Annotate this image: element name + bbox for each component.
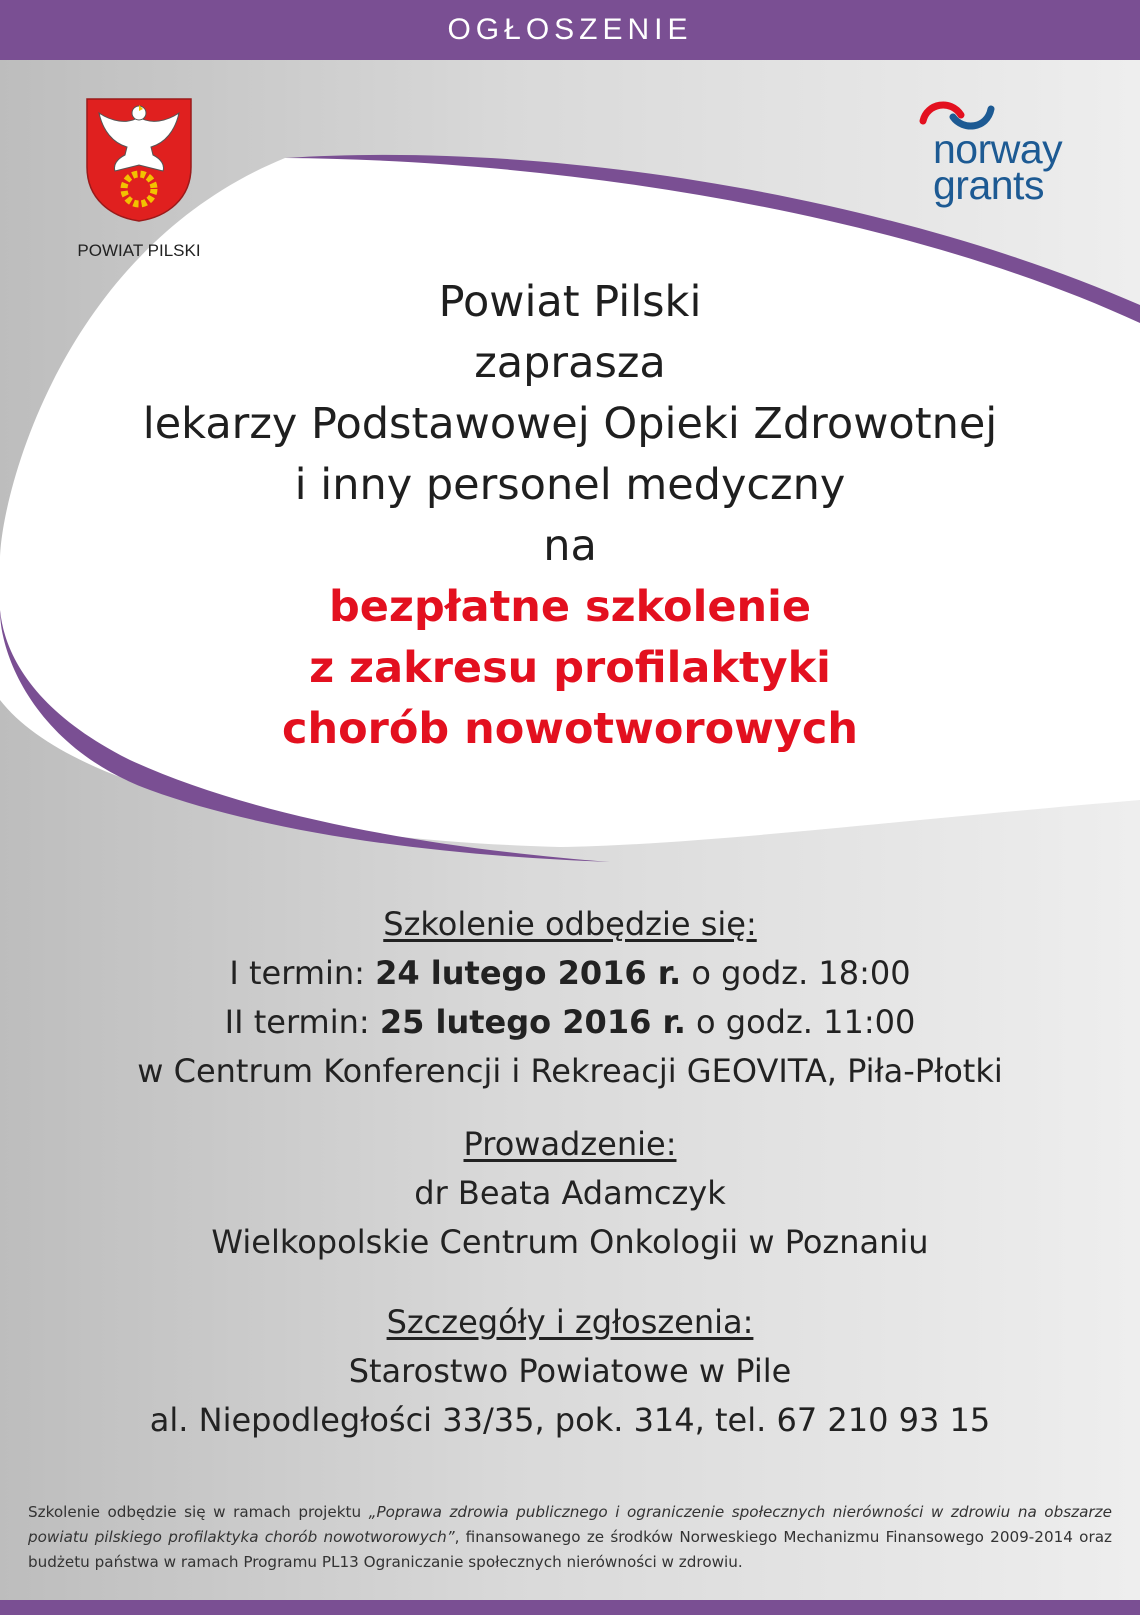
grants-word: grants <box>933 162 1044 208</box>
highlight-line: bezpłatne szkolenie <box>328 582 812 632</box>
headline-line: zaprasza <box>474 338 666 388</box>
schedule-section <box>40 900 1100 1096</box>
term-2-date: 25 lutego 2016 r. <box>379 1003 686 1041</box>
term-2-prefix: II termin: <box>224 1003 380 1041</box>
funding-footnote <box>28 1500 1112 1575</box>
project-title: „Poprawa zdrowia publicznego i ograniczenie społecznych nierówności w zdrowiu na obszarze powiatu pilskiego profilaktyka chorób nowotworowych” <box>28 1503 1112 1546</box>
lecturer-institution: Wielkopolskie Centrum Onkologii w Poznaniu <box>211 1223 929 1261</box>
term-1-date: 24 lutego 2016 r. <box>375 954 682 992</box>
lead-heading: Prowadzenie: <box>463 1125 677 1163</box>
headline-line: i inny personel medyczny <box>294 460 846 510</box>
office-name: Starostwo Powiatowe w Pile <box>348 1352 792 1390</box>
footnote-funding: , finansowanego ze środków Norweskiego Mechanizmu Finansowego 2009-2014 oraz budżetu państwa w ramach Programu PL13 Ograniczanie społecznych nierówności w zdrowiu. <box>28 1528 1112 1571</box>
term-1-time: o godz. 18:00 <box>681 954 911 992</box>
contact-section <box>40 1298 1100 1445</box>
term-2-time: o godz. 11:00 <box>685 1003 916 1041</box>
term-1 <box>40 949 1100 998</box>
footer-bar <box>0 1600 1140 1615</box>
header-bar <box>0 0 1140 60</box>
powiat-logo <box>68 95 210 261</box>
invitation-headline <box>60 272 1080 760</box>
announcement-title: OGŁOSZENIE <box>447 13 693 46</box>
term-2 <box>40 998 1100 1047</box>
headline-line: na <box>543 521 597 571</box>
footnote-intro: Szkolenie odbędzie się w ramach projektu <box>28 1503 369 1521</box>
headline-line: lekarzy Podstawowej Opieki Zdrowotnej <box>142 399 998 449</box>
norway-word: norway <box>933 126 1063 172</box>
venue: w Centrum Konferencji i Rekreacji GEOVITA, Piła-Płotki <box>137 1052 1003 1090</box>
highlight-line: z zakresu profilaktyki <box>309 643 831 693</box>
lecturer-name: dr Beata Adamczyk <box>414 1174 726 1212</box>
office-address: al. Niepodległości 33/35, pok. 314, tel. 67 210 93 15 <box>149 1401 991 1439</box>
eagle-crest-icon <box>83 95 195 223</box>
powiat-caption: POWIAT PILSKI <box>77 241 201 260</box>
contact-heading: Szczegóły i zgłoszenia: <box>386 1303 754 1341</box>
lead-section <box>40 1120 1100 1267</box>
highlight-line: chorób nowotworowych <box>282 704 858 754</box>
norway-grants-logo <box>915 95 1095 210</box>
headline-line: Powiat Pilski <box>438 277 702 327</box>
term-1-prefix: I termin: <box>229 954 376 992</box>
schedule-heading: Szkolenie odbędzie się: <box>383 905 757 943</box>
